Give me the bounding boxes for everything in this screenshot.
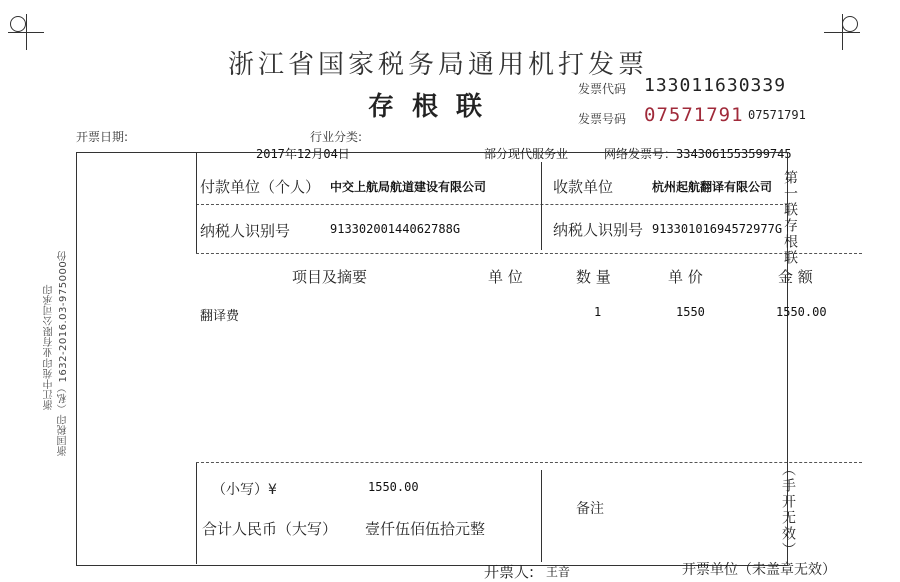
invoice-code-label: 发票代码	[578, 82, 627, 96]
info-divider-mid	[196, 204, 788, 205]
subtotal-value: 1550.00	[368, 480, 419, 494]
remarks-label: 备注	[576, 501, 604, 517]
invoice-subtitle: 存根联	[368, 92, 501, 122]
column-amount: 金 额	[778, 268, 813, 286]
invoice-code-value: 133011630339	[644, 75, 787, 96]
corner-mark-top-right	[824, 14, 860, 50]
info-divider-bottom	[196, 253, 862, 254]
payee-tax-id-label: 纳税人识别号	[553, 221, 644, 239]
issue-date-label: 开票日期:	[76, 130, 129, 144]
issuer-label: 开票人:	[484, 563, 535, 581]
industry-value: 部分现代服务业	[484, 147, 569, 161]
corner-mark-top-left	[8, 14, 44, 50]
info-payer-payee-divider	[541, 162, 542, 250]
issuer-value: 王音	[546, 565, 571, 579]
invoice-title: 浙江省国家税务局通用机打发票	[228, 50, 649, 80]
payee-value: 杭州起航翻译有限公司	[652, 180, 773, 194]
payee-label: 收款单位	[553, 178, 614, 196]
industry-label: 行业分类:	[310, 130, 363, 144]
network-invoice-number: 网络发票号：3343061553599745	[604, 147, 792, 161]
printer-company-text: 浙江中苑印业有限公司承印	[44, 284, 55, 410]
issuer-unit-label: 开票单位（未盖章无效）	[682, 562, 836, 578]
column-item: 项目及摘要	[292, 268, 368, 286]
column-unit-price: 单 价	[668, 268, 703, 286]
column-quantity: 数 量	[576, 268, 611, 286]
printer-license-text: 浙国税印（私）1632-2016.03-975000份	[58, 250, 69, 456]
total-value: 壹仟伍佰伍拾元整	[365, 520, 486, 538]
info-column-divider	[196, 153, 197, 253]
issue-date-value: 2017年12月04日	[256, 147, 350, 161]
column-unit: 单 位	[488, 268, 523, 286]
item-amount: 1550.00	[776, 305, 827, 319]
invoice-body-frame	[76, 152, 788, 566]
payee-tax-id-value: 91330101694572977G	[652, 222, 783, 236]
total-label: 合计人民币（大写）	[202, 520, 338, 538]
item-unit-price: 1550	[676, 305, 705, 319]
invoice-number-value-small: 07571791	[748, 108, 806, 122]
subtotal-label: （小写）¥	[212, 482, 277, 498]
payer-tax-id-label: 纳税人识别号	[200, 222, 291, 240]
payer-label: 付款单位（个人）	[200, 178, 321, 196]
item-quantity: 1	[594, 305, 602, 319]
remarks-divider	[541, 470, 542, 562]
payer-tax-id-value: 91330200144062788G	[330, 222, 461, 236]
invoice-number-label: 发票号码	[578, 112, 627, 126]
invoice-number-value: 07571791	[644, 104, 744, 126]
copy-type-side-label: 第一联存根联	[782, 170, 798, 266]
bottom-block-divider	[196, 463, 197, 564]
items-bottom-divider	[196, 462, 862, 463]
handwritten-invalid-note: （手开无效）	[780, 462, 796, 558]
payer-value: 中交上航局航道建设有限公司	[330, 180, 487, 194]
item-name: 翻译费	[200, 309, 240, 324]
